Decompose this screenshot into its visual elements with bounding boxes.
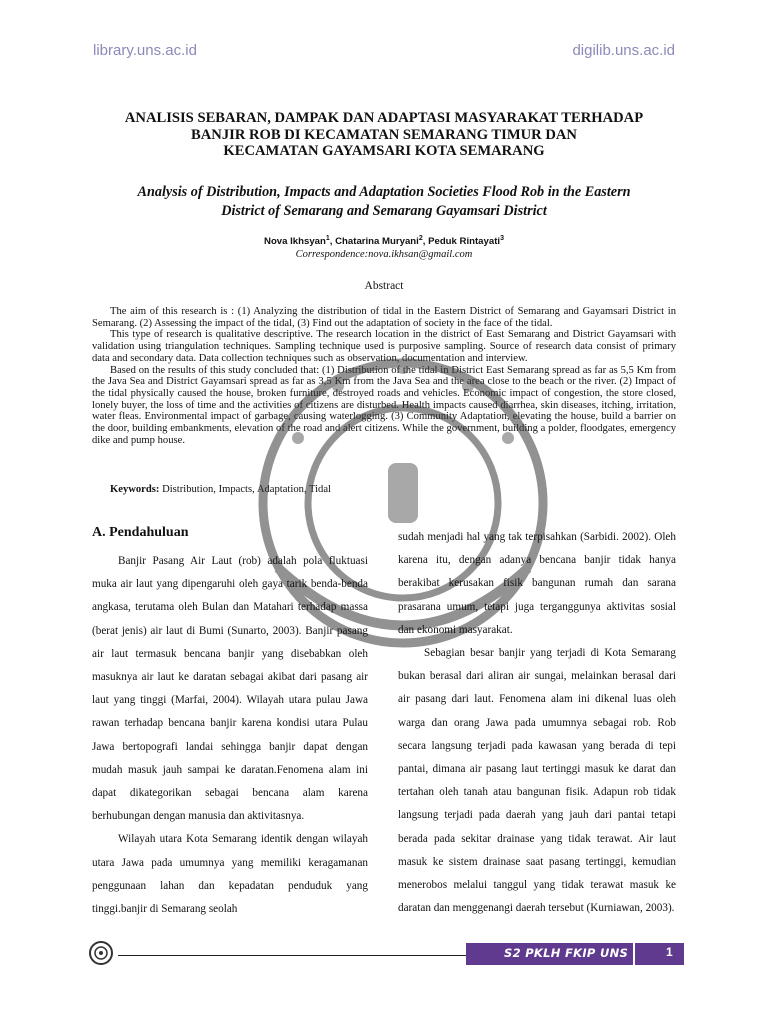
author-name: Peduk Rintayati	[428, 236, 501, 248]
footer-label: S2 PKLH FKIP UNS	[504, 946, 629, 960]
author-affiliation-mark: 3	[500, 235, 504, 242]
correspondence-email: Correspondence:nova.ikhsan@gmail.com	[295, 249, 473, 260]
header-left-url[interactable]: library.uns.ac.id	[93, 42, 197, 59]
english-title	[80, 183, 688, 221]
body-paragraph: sudah menjadi hal yang tak terpisahkan (Sarbidi. 2002). Oleh karena itu, dengan adanya bencana banjir tidak hanya berakibat kerusakan fisik bangunan rumah dan sarana prasarana umum, tetapi juga terganggunya aktivitas sosial dan ekonomi masyarakat.	[398, 531, 676, 636]
body-paragraph: Wilayah utara Kota Semarang identik dengan wilayah utara Jawa pada umumnya yang memiliki keragamanan penggunaan lahan dan kepadatan penduduk yang tinggi.banjir di Semarang seolah	[92, 833, 368, 916]
author-affiliation-mark: 1	[325, 235, 330, 242]
author-separator: ,	[422, 236, 429, 248]
keywords-label: Keywords:	[110, 484, 160, 495]
title-line: ANALISIS SEBARAN, DAMPAK DAN ADAPTASI MASYARAKAT TERHADAP	[124, 110, 644, 126]
body-paragraph: Banjir Pasang Air Laut (rob) adalah pola fluktuasi muka air laut yang dipengaruhi oleh gaya tarik benda-benda angkasa, terutama oleh Bulan dan Matahari terhadap massa (berat jenis) air laut di Bumi (Sunarto, 2003). Banjir pasang air laut termasuk bencana banjir yang disebabkan oleh masuknya air laut ke daratan sebagai akibat dari pasang air laut yang tinggi (Marfai, 2004). Wilayah utara pulau Jawa rawan terhadap bencana banjir karena kondisi utara Pulau Jawa bertopografi landai sehingga banjir dapat dengan mudah masuk jauh sampai ke daratan.Fenomena alam ini dapat dikategorikan sebagai bencana alam karena berhubungan dengan manusia dan aktivitasnya.	[92, 555, 368, 823]
abstract-paragraph: The aim of this research is : (1) Analyzing the distribution of tidal in the Eastern District of Semarang and Gayamsari District in Semarang. (2) Assessing the impact of the tidal, (3) Find out the adaptation of society in the face of the tidal.	[92, 306, 676, 329]
author-affiliation-mark: 2	[418, 235, 423, 242]
title-line: KECAMATAN GAYAMSARI KOTA SEMARANG	[223, 143, 545, 159]
section-heading: A. Pendahuluan	[92, 525, 189, 540]
keywords-list: Distribution, Impacts, Adaptation, Tidal	[159, 484, 331, 495]
page-number: 1	[666, 945, 673, 959]
title-line: BANJIR ROB DI KECAMATAN SEMARANG TIMUR DAN	[191, 126, 577, 143]
body-left-column	[92, 522, 368, 921]
footer-rule	[118, 955, 466, 956]
abstract-paragraph: This type of research is qualitative descriptive. The research location in the district of East Semarang and District Gayamsari with validation using triangulation techniques. Sampling technique used is purposive sampling. Source of research data consist of primary data and secondary data. Data collection techniques such as observation, documentation and interview.	[92, 329, 676, 364]
author-separator: ,	[329, 236, 336, 248]
abstract-paragraph: Based on the results of this study concluded that: (1) Distribution of the tidal in District East Semarang spread as far as 5,5 Km from the Java Sea and District Gayamsari spread as far as 3,5 Km from the Java Sea and the area close to the beach or the river. (2) Impact of the tidal physically caused the house, broken furniture, destroyed roads and vehicles. Economic impact of congestion, the store closed, lonely buyer, the loss of time and the activities of citizens are disturbed. Health impacts caused diarrhea, skin diseases, itching, irritation, water fleas. Environmental impact of garbage, causing waterlogging. (3) Community Adaptation, elevating the house, build a barrier on the door, building embankments, elevation of the road and alert citizens. While the government, building a polder, floodgates, emergency dike and pump house.	[92, 364, 676, 446]
author-name: Chatarina Muryani	[335, 236, 419, 248]
subtitle-line: District of Semarang and Semarang Gayamsari District	[221, 203, 547, 219]
abstract-heading: Abstract	[364, 280, 404, 292]
body-paragraph: Sebagian besar banjir yang terjadi di Kota Semarang bukan berasal dari aliran air sungai, melainkan berasal dari air pasang dari laut. Fenomena alam ini dikenal luas oleh warga dan orang Jawa pada umumnya sebagai rob. Rob secara langsung terjadi pada kawasan yang berada di tepi pantai, dimana air pasang laut tertinggi masuk ke darat dan tertahan oleh tanah atau bangunan fisik. Adapun rob tidak langsung terjadi pada daerah yang jauh dari pantai tetapi berada pada sekitar drainase yang tidak terawat. Air laut masuk ke sistem drainase saat pasang tertinggi, kemudian menerobos melalui tanggul yang tidak terawat masuk ke daratan dan menggenangi daerah tersebut (Kurniawan, 2003).	[398, 647, 676, 915]
body-right-column	[398, 526, 676, 920]
university-logo-icon	[88, 940, 114, 966]
header-right-url[interactable]: digilib.uns.ac.id	[572, 42, 675, 59]
keywords	[110, 484, 331, 495]
subtitle-line: Analysis of Distribution, Impacts and Adaptation Societies Flood Rob in the Eastern	[137, 184, 631, 200]
author-list	[0, 235, 768, 247]
author-name: Nova Ikhsyan	[264, 236, 326, 248]
abstract-body	[92, 306, 676, 446]
paper-title	[80, 110, 688, 160]
footer-divider	[633, 943, 635, 965]
